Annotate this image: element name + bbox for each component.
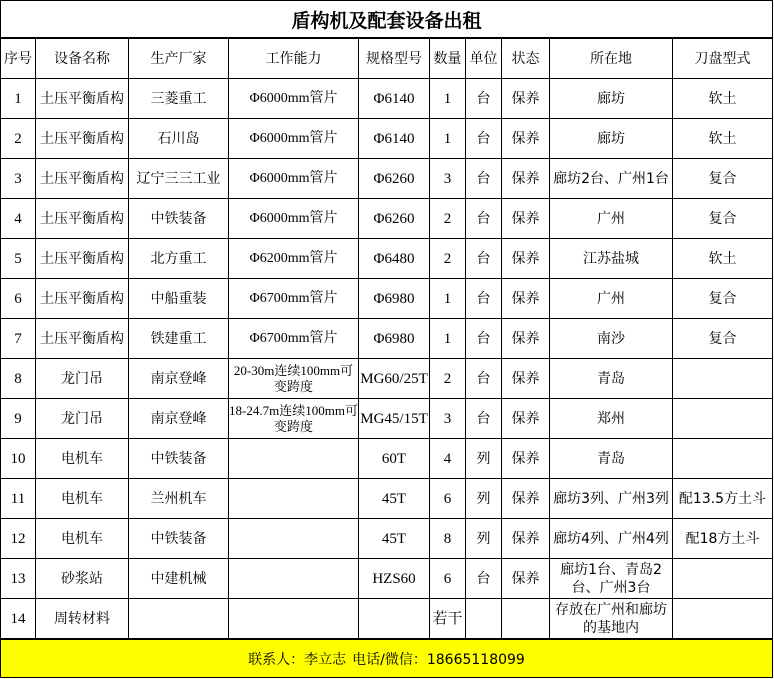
table-row — [1, 359, 773, 399]
row-unit: 台 — [466, 319, 502, 359]
row-unit — [466, 599, 502, 639]
row-name: 土压平衡盾构 — [36, 159, 129, 199]
row-cutter: 配13.5方土斗 — [673, 479, 773, 519]
row-name: 土压平衡盾构 — [36, 279, 129, 319]
row-seq: 4 — [1, 199, 36, 239]
row-maker: 南京登峰 — [129, 359, 229, 399]
row-cutter — [673, 599, 773, 639]
row-cutter: 配18方土斗 — [673, 519, 773, 559]
header-row — [1, 39, 773, 79]
contact-bar — [0, 639, 773, 678]
row-cutter — [673, 559, 773, 599]
row-seq: 13 — [1, 559, 36, 599]
row-cutter: 软土 — [673, 239, 773, 279]
row-location: 郑州 — [550, 399, 673, 439]
row-name: 周转材料 — [36, 599, 129, 639]
header-unit: 单位 — [466, 39, 502, 79]
row-maker: 石川岛 — [129, 119, 229, 159]
row-name: 土压平衡盾构 — [36, 119, 129, 159]
row-spec: MG45/15T — [359, 399, 430, 439]
row-maker — [129, 599, 229, 639]
row-qty: 6 — [430, 479, 466, 519]
table-row — [1, 159, 773, 199]
table-row — [1, 119, 773, 159]
row-unit: 列 — [466, 439, 502, 479]
row-spec: Φ6140 — [359, 79, 430, 119]
row-qty: 3 — [430, 399, 466, 439]
row-qty: 6 — [430, 559, 466, 599]
row-location: 广州 — [550, 279, 673, 319]
row-qty: 8 — [430, 519, 466, 559]
row-seq: 11 — [1, 479, 36, 519]
row-capacity — [229, 439, 359, 479]
row-seq: 10 — [1, 439, 36, 479]
row-name: 土压平衡盾构 — [36, 239, 129, 279]
row-status: 保养 — [502, 199, 550, 239]
row-seq: 1 — [1, 79, 36, 119]
row-maker: 南京登峰 — [129, 399, 229, 439]
row-status: 保养 — [502, 239, 550, 279]
row-name: 龙门吊 — [36, 359, 129, 399]
row-location: 南沙 — [550, 319, 673, 359]
row-name: 土压平衡盾构 — [36, 79, 129, 119]
row-qty: 2 — [430, 359, 466, 399]
row-location: 廊坊1台、青岛2台、广州3台 — [550, 559, 673, 599]
row-spec: HZS60 — [359, 559, 430, 599]
table-row — [1, 559, 773, 599]
row-cutter: 复合 — [673, 279, 773, 319]
contact-person: 联系人：李立志 — [248, 651, 347, 668]
row-name: 土压平衡盾构 — [36, 199, 129, 239]
row-status: 保养 — [502, 159, 550, 199]
row-maker: 北方重工 — [129, 239, 229, 279]
header-maker: 生产厂家 — [129, 39, 229, 79]
header-location: 所在地 — [550, 39, 673, 79]
row-spec: Φ6140 — [359, 119, 430, 159]
table-row — [1, 479, 773, 519]
row-cutter: 软土 — [673, 79, 773, 119]
row-capacity — [229, 559, 359, 599]
row-cutter: 复合 — [673, 159, 773, 199]
row-maker: 中铁装备 — [129, 199, 229, 239]
row-capacity — [229, 519, 359, 559]
header-capacity: 工作能力 — [229, 39, 359, 79]
row-spec: 60T — [359, 439, 430, 479]
row-cutter — [673, 439, 773, 479]
row-spec: 45T — [359, 519, 430, 559]
row-qty: 1 — [430, 279, 466, 319]
row-seq: 8 — [1, 359, 36, 399]
row-status — [502, 599, 550, 639]
row-status: 保养 — [502, 319, 550, 359]
row-seq: 7 — [1, 319, 36, 359]
table-row — [1, 79, 773, 119]
row-location: 青岛 — [550, 439, 673, 479]
row-spec: Φ6260 — [359, 199, 430, 239]
row-capacity: Φ6000mm管片 — [229, 199, 359, 239]
row-cutter: 软土 — [673, 119, 773, 159]
row-location: 廊坊4列、广州4列 — [550, 519, 673, 559]
row-spec: Φ6980 — [359, 279, 430, 319]
row-qty: 4 — [430, 439, 466, 479]
row-spec — [359, 599, 430, 639]
row-capacity: Φ6000mm管片 — [229, 79, 359, 119]
row-name: 电机车 — [36, 439, 129, 479]
header-seq: 序号 — [1, 39, 36, 79]
header-qty: 数量 — [430, 39, 466, 79]
row-capacity: 20-30m连续100mm可变跨度 — [229, 359, 359, 399]
row-unit: 台 — [466, 399, 502, 439]
row-maker: 辽宁三三工业 — [129, 159, 229, 199]
header-spec: 规格型号 — [359, 39, 430, 79]
row-name: 土压平衡盾构 — [36, 319, 129, 359]
table-row — [1, 319, 773, 359]
sheet-title: 盾构机及配套设备出租 — [0, 0, 773, 38]
contact-phone: 电话/微信：18665118099 — [352, 651, 525, 668]
row-spec: 45T — [359, 479, 430, 519]
table-row — [1, 399, 773, 439]
row-location: 江苏盐城 — [550, 239, 673, 279]
row-capacity: 18-24.7m连续100mm可变跨度 — [229, 399, 359, 439]
row-unit: 台 — [466, 199, 502, 239]
equipment-table — [0, 38, 773, 639]
row-unit: 台 — [466, 279, 502, 319]
row-unit: 列 — [466, 479, 502, 519]
row-seq: 2 — [1, 119, 36, 159]
header-name: 设备名称 — [36, 39, 129, 79]
row-cutter — [673, 359, 773, 399]
header-cutter: 刀盘型式 — [673, 39, 773, 79]
table-row — [1, 199, 773, 239]
row-name: 电机车 — [36, 479, 129, 519]
row-maker: 中铁装备 — [129, 519, 229, 559]
row-location: 廊坊3列、广州3列 — [550, 479, 673, 519]
row-spec: Φ6260 — [359, 159, 430, 199]
row-qty: 2 — [430, 199, 466, 239]
row-unit: 台 — [466, 159, 502, 199]
row-unit: 台 — [466, 559, 502, 599]
row-capacity: Φ6000mm管片 — [229, 119, 359, 159]
row-status: 保养 — [502, 119, 550, 159]
row-seq: 6 — [1, 279, 36, 319]
row-maker: 铁建重工 — [129, 319, 229, 359]
row-maker: 中船重装 — [129, 279, 229, 319]
table-row — [1, 439, 773, 479]
row-unit: 台 — [466, 79, 502, 119]
row-status: 保养 — [502, 439, 550, 479]
row-maker: 三菱重工 — [129, 79, 229, 119]
row-status: 保养 — [502, 519, 550, 559]
row-capacity: Φ6000mm管片 — [229, 159, 359, 199]
row-qty: 1 — [430, 119, 466, 159]
row-seq: 12 — [1, 519, 36, 559]
row-qty: 3 — [430, 159, 466, 199]
row-status: 保养 — [502, 359, 550, 399]
row-unit: 台 — [466, 239, 502, 279]
row-spec: MG60/25T — [359, 359, 430, 399]
row-cutter — [673, 399, 773, 439]
table-row — [1, 519, 773, 559]
row-maker: 中建机械 — [129, 559, 229, 599]
table-row — [1, 239, 773, 279]
row-seq: 5 — [1, 239, 36, 279]
row-cutter: 复合 — [673, 319, 773, 359]
row-location: 广州 — [550, 199, 673, 239]
table-row — [1, 599, 773, 639]
row-location: 青岛 — [550, 359, 673, 399]
row-location: 存放在广州和廊坊的基地内 — [550, 599, 673, 639]
row-qty: 2 — [430, 239, 466, 279]
row-location: 廊坊 — [550, 79, 673, 119]
row-capacity: Φ6700mm管片 — [229, 279, 359, 319]
row-status: 保养 — [502, 559, 550, 599]
row-status: 保养 — [502, 279, 550, 319]
row-status: 保养 — [502, 79, 550, 119]
row-capacity: Φ6700mm管片 — [229, 319, 359, 359]
row-unit: 台 — [466, 359, 502, 399]
row-seq: 14 — [1, 599, 36, 639]
row-status: 保养 — [502, 479, 550, 519]
row-spec: Φ6980 — [359, 319, 430, 359]
row-name: 电机车 — [36, 519, 129, 559]
header-status: 状态 — [502, 39, 550, 79]
row-name: 龙门吊 — [36, 399, 129, 439]
row-capacity — [229, 599, 359, 639]
row-seq: 3 — [1, 159, 36, 199]
row-qty: 1 — [430, 79, 466, 119]
row-maker: 中铁装备 — [129, 439, 229, 479]
row-capacity — [229, 479, 359, 519]
row-capacity: Φ6200mm管片 — [229, 239, 359, 279]
row-unit: 列 — [466, 519, 502, 559]
row-cutter: 复合 — [673, 199, 773, 239]
row-maker: 兰州机车 — [129, 479, 229, 519]
row-unit: 台 — [466, 119, 502, 159]
row-spec: Φ6480 — [359, 239, 430, 279]
table-row — [1, 279, 773, 319]
row-seq: 9 — [1, 399, 36, 439]
row-name: 砂浆站 — [36, 559, 129, 599]
row-status: 保养 — [502, 399, 550, 439]
row-qty: 若干 — [430, 599, 466, 639]
row-qty: 1 — [430, 319, 466, 359]
row-location: 廊坊2台、广州1台 — [550, 159, 673, 199]
row-location: 廊坊 — [550, 119, 673, 159]
